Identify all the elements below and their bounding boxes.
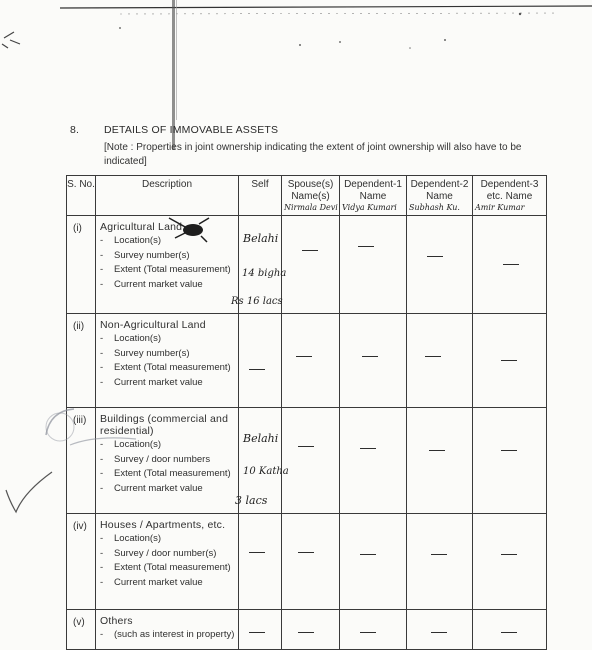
self-cell [231, 216, 287, 314]
self-cell [235, 408, 289, 514]
handwritten-value: Belahi [243, 432, 279, 445]
table-row [67, 514, 547, 610]
row-sno: (v) [67, 610, 96, 650]
list-item: - Location(s) [96, 235, 238, 247]
table-row [67, 314, 547, 408]
faded-stamp-icon [40, 405, 150, 465]
header-dependent-2 [407, 176, 473, 216]
dash-mark [298, 446, 314, 447]
dep1-cell [340, 514, 407, 610]
handwritten-value: 10 Katha [243, 466, 289, 477]
list-item: - Survey number(s) [96, 250, 238, 262]
row-sno: (ii) [67, 314, 96, 408]
row-sno: (i) [67, 216, 96, 314]
dash-mark [501, 360, 517, 361]
list-item: - Survey number(s) [96, 348, 238, 360]
dash-mark [501, 632, 517, 633]
self-cell [239, 514, 282, 610]
row-sno: (iv) [67, 514, 96, 610]
list-item: - Extent (Total measurement) [96, 362, 238, 374]
list-item: - Extent (Total measurement) [96, 468, 238, 480]
header-dep1-label: Dependent-1 [344, 179, 402, 190]
header-description: Description [96, 176, 239, 216]
header-dep3-label: Dependent-3 [480, 179, 539, 190]
fold-shadow-secondary [176, 0, 177, 120]
dash-mark [298, 552, 314, 553]
list-item: - Survey / door number(s) [96, 548, 238, 560]
header-dependent-3 [473, 176, 547, 216]
insect-ink-blot-icon [165, 214, 211, 244]
check-mark-icon [0, 468, 60, 518]
dep3-cell [473, 314, 547, 408]
dep1-cell [340, 408, 407, 514]
list-item: - Current market value [96, 279, 238, 291]
handwritten-spouse-name: Nirmala Devi [284, 203, 338, 212]
section-title: DETAILS OF IMMOVABLE ASSETS [104, 124, 279, 136]
dash-mark [501, 554, 517, 555]
header-dependent-1 [340, 176, 407, 216]
list-item: - Extent (Total measurement) [96, 264, 238, 276]
dash-mark [425, 356, 441, 357]
dash-mark [501, 450, 517, 451]
handwritten-value: Belahi [243, 232, 279, 245]
list-item: - Location(s) [96, 333, 238, 345]
spouse-cell [282, 514, 340, 610]
row-title: Houses / Apartments, etc. [100, 519, 226, 531]
list-item: - (such as interest in property) [96, 629, 238, 641]
spouse-cell [282, 216, 340, 314]
table-row [67, 216, 547, 314]
row-title: Agricultural Land [100, 221, 183, 233]
dash-mark [503, 264, 519, 265]
dep2-cell [407, 514, 473, 610]
dep1-cell [340, 314, 407, 408]
header-sno: S. No. [67, 176, 96, 216]
list-item: - Location(s) [96, 439, 238, 451]
handwritten-dep3-name: Amir Kumar [475, 203, 525, 212]
section-number: 8. [70, 124, 80, 136]
handwritten-value: 3 lacs [235, 494, 268, 507]
handwritten-value: Rs 16 lacs [231, 296, 283, 307]
dash-mark [431, 632, 447, 633]
dash-mark [362, 356, 378, 357]
row-sno: (iii) [67, 408, 96, 514]
handwritten-dep2-name: Subhash Ku. [409, 203, 460, 212]
handwritten-dep1-name: Vidya Kumari [342, 203, 397, 212]
dash-mark [427, 256, 443, 257]
dash-mark [358, 246, 374, 247]
handwritten-value: 14 bigha [242, 268, 287, 279]
spouse-cell [282, 314, 340, 408]
dash-mark [298, 632, 314, 633]
list-item: - Survey / door numbers [96, 454, 238, 466]
spouse-cell [282, 408, 340, 514]
row-items [96, 533, 238, 588]
dash-mark [429, 450, 445, 451]
dash-mark [302, 250, 318, 251]
header-spouse-sub: Name(s) [291, 191, 330, 202]
list-item: - Current market value [96, 577, 238, 589]
dash-mark [249, 552, 265, 553]
row-title: Non-Agricultural Land [100, 319, 206, 331]
dep2-cell [407, 314, 473, 408]
header-dep2-sub: Name [426, 191, 453, 202]
row-items [96, 333, 238, 388]
dep2-cell [407, 216, 473, 314]
dash-mark [249, 632, 265, 633]
dash-mark [360, 554, 376, 555]
header-dep1-sub: Name [359, 191, 387, 202]
list-item: - Current market value [96, 483, 238, 495]
list-item: - Current market value [96, 377, 238, 389]
row-title: Buildings (commercial and residential) [100, 413, 229, 437]
dep3-cell [473, 216, 547, 314]
dep2-cell [407, 408, 473, 514]
header-spouse-label: Spouse(s) [287, 179, 334, 190]
section-note: [Note : Properties in joint ownership indicating the extent of joint ownership will also have to be indicated] [104, 142, 522, 167]
dep3-cell [473, 408, 547, 514]
scan-noise [0, 0, 592, 120]
dep1-cell [340, 216, 407, 314]
dash-mark [296, 356, 312, 357]
header-dep3-sub: etc. Name [486, 191, 533, 202]
header-self: Self [239, 176, 282, 216]
header-spouse [282, 176, 340, 216]
row-title: Others [100, 615, 133, 627]
dash-mark [360, 448, 376, 449]
header-dep2-label: Dependent-2 [410, 179, 469, 190]
table-header-row [67, 176, 547, 216]
dep3-cell [473, 514, 547, 610]
row-items [96, 629, 238, 641]
dash-mark [249, 369, 265, 370]
row-description [96, 314, 239, 408]
dash-mark [431, 554, 447, 555]
list-item: - Extent (Total measurement) [96, 562, 238, 574]
self-cell [239, 314, 282, 408]
dash-mark [360, 632, 376, 633]
row-description [96, 514, 239, 610]
list-item: - Location(s) [96, 533, 238, 545]
